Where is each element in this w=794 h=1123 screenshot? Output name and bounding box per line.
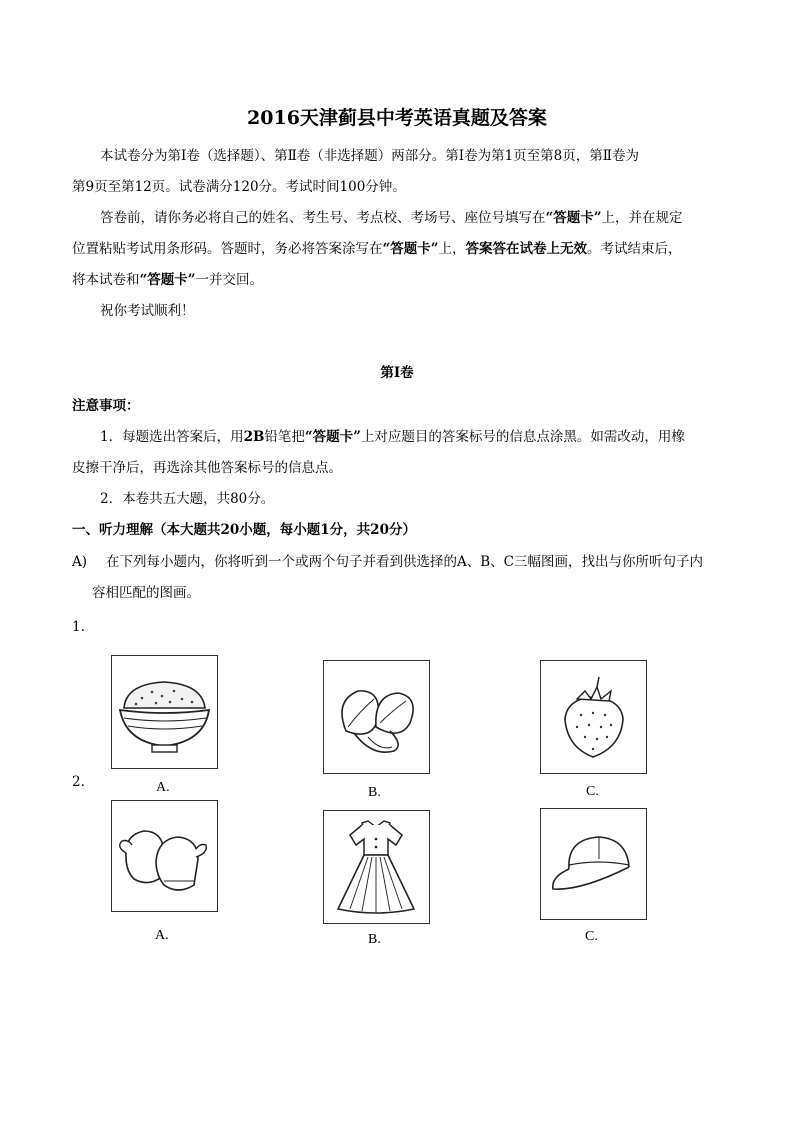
question-1-option-c-image[interactable] xyxy=(540,660,647,774)
question-2-option-a-image[interactable] xyxy=(111,800,218,912)
question-1-option-b-label: B. xyxy=(368,785,381,800)
question-2-option-c-image[interactable] xyxy=(540,808,647,920)
intro-p3: 祝你考试顺利！ xyxy=(100,303,195,319)
note-1: 1．每题选出答案后，用2B铅笔把“答题卡”上对应题目的答案标号的信息点涂黑。如需改动，用橡 xyxy=(100,429,685,445)
dress-icon xyxy=(324,811,429,923)
cap-icon xyxy=(541,809,646,919)
note-2: 2．本卷共五大题，共80分。 xyxy=(100,491,275,507)
question-1-option-c-label: C. xyxy=(586,784,599,799)
intro-p2-line3: 将本试卷和“答题卡”一并交回。 xyxy=(72,272,264,288)
note-1-line2: 皮擦干净后，再选涂其他答案标号的信息点。 xyxy=(72,460,342,476)
question-1-option-b-image[interactable] xyxy=(323,660,430,774)
intro-p1-line2: 第9页至第12页。试卷满分120分。考试时间100分钟。 xyxy=(72,179,406,195)
intro-p1-line1: 本试卷分为第Ⅰ卷（选择题）、第Ⅱ卷（非选择题）两部分。第Ⅰ卷为第1页至第8页，第Ⅱ卷为 xyxy=(100,148,639,164)
part-a-line2: 容相匹配的图画。 xyxy=(92,585,200,601)
page-title: 2016天津蓟县中考英语真题及答案 xyxy=(247,107,547,129)
question-2-number: 2. xyxy=(72,774,85,790)
vegetable-leaves-icon xyxy=(324,661,429,773)
notes-label: 注意事项： xyxy=(72,398,140,414)
question-2-option-c-label: C. xyxy=(585,929,598,944)
rice-bowl-icon xyxy=(112,656,217,768)
part1-heading: 一、听力理解（本大题共20小题，每小题1分，共20分） xyxy=(72,522,416,538)
part-a-line1: 在下列每小题内，你将听到一个或两个句子并看到供选择的A、B、C三幅图画，找出与你所听句子内 xyxy=(106,554,703,570)
question-2-option-b-label: B. xyxy=(368,932,381,947)
part-a-label: A) xyxy=(72,554,88,570)
intro-p2-line1: 答卷前，请你务必将自己的姓名、考生号、考点校、考场号、座位号填写在“答题卡”上，并在规定 xyxy=(100,210,683,226)
strawberry-icon xyxy=(541,661,646,773)
intro-p2-line2: 位置粘贴考试用条形码。答题时，务必将答案涂写在“答题卡”上，答案答在试卷上无效。考试结束后， xyxy=(72,241,682,257)
question-1-option-a-label: A. xyxy=(156,780,170,795)
question-2-option-b-image[interactable] xyxy=(323,810,430,924)
section-heading: 第Ⅰ卷 xyxy=(380,365,414,381)
question-1-option-a-image[interactable] xyxy=(111,655,218,769)
gloves-icon xyxy=(112,801,217,911)
question-1-number: 1. xyxy=(72,619,85,635)
question-2-option-a-label: A. xyxy=(155,928,169,943)
